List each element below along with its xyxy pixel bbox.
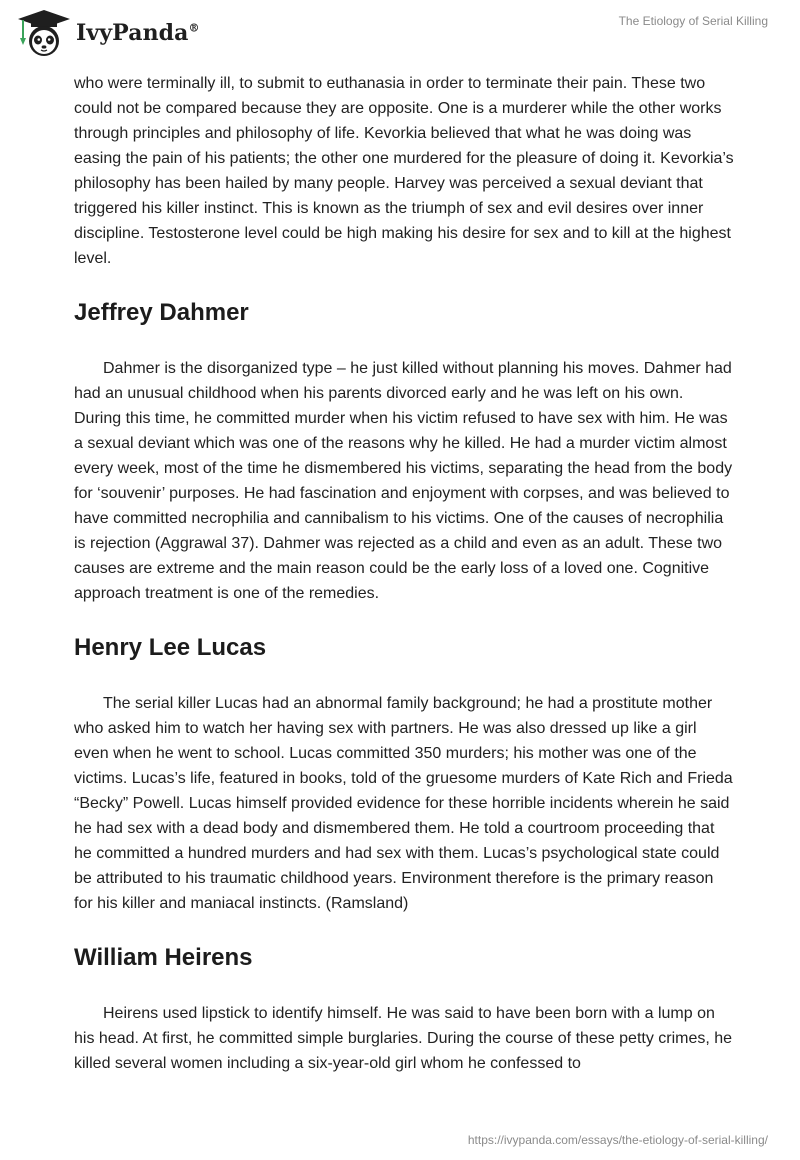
section-heading-henry-lee-lucas: Henry Lee Lucas (74, 634, 267, 661)
intro-paragraph: who were terminally ill, to submit to euthanasia in order to terminate their pain. These two could not be compared because they are opposite. One is a murderer while the other works through principles and philosophy of life. Kevorkia believed that what he was doing was easing the pain of his patients; the other one murdered for the pleasure of doing it. Kevorkia’s philosophy has been hailed by many people. Harvey was perceived a sexual deviant that triggered his killer instinct. This is known as the triumph of sex and evil desires over inner discipline. Testosterone level could be high making his desire for sex and to kill at the highest level. (74, 75, 734, 267)
page-header (0, 0, 800, 64)
section-paragraph-henry-lee-lucas: The serial killer Lucas had an abnormal family background; he had a prostitute mother who asked him to watch her having sex with partners. He was also dressed up like a girl even when he went to school. Lucas committed 350 murders; his mother was one of the victims. Lucas’s life, featured in books, told of the gruesome murders of Kate Rich and Frieda “Becky” Powell. Lucas himself provided evidence for these horrible incidents wherein he said he had sex with a dead body and dismembered them. He told a courtroom proceeding that he committed a hundred murders and had sex with them. Lucas’s psychological state could be attributed to his traumatic childhood years. Environment therefore is the primary reason for his killer and maniacal instincts. (Ramsland) (74, 695, 733, 912)
brand-logo[interactable] (14, 8, 200, 58)
panda-graduate-icon (14, 8, 74, 58)
essay-body (74, 71, 734, 1076)
section-heading-william-heirens: William Heirens (74, 944, 253, 971)
section-heading-jeffrey-dahmer: Jeffrey Dahmer (74, 299, 249, 326)
section-paragraph-william-heirens: Heirens used lipstick to identify himself. He was said to have been born with a lump on his head. At first, he committed simple burglaries. During the course of these petty crimes, he killed several women including a six-year-old girl whom he confessed to (74, 1005, 733, 1072)
section-paragraph-jeffrey-dahmer: Dahmer is the disorganized type – he just killed without planning his moves. Dahmer had had an unusual childhood when his parents divorced early and he was left on his own. During this time, he committed murder when his victim refused to have sex with him. He was a sexual deviant which was one of the reasons why he killed. He had a murder victim almost every week, most of the time he dismembered his victims, separating the head from the body for ‘souvenir’ purposes. He had fascination and enjoyment with corpses, and was believed to have committed necrophilia and cannibalism to his victims. One of the causes of necrophilia is rejection (Aggrawal 37). Dahmer was rejected as a child and even as an adult. These two causes are extreme and the main reason could be the early loss of a loved one. Cognitive approach treatment is one of the remedies. (74, 360, 733, 602)
source-url[interactable]: https://ivypanda.com/essays/the-etiology-of-serial-killing/ (467, 1133, 768, 1147)
brand-name: IvyPanda® (76, 20, 200, 46)
registered-mark: ® (188, 21, 200, 35)
document-title: The Etiology of Serial Killing (618, 14, 768, 28)
